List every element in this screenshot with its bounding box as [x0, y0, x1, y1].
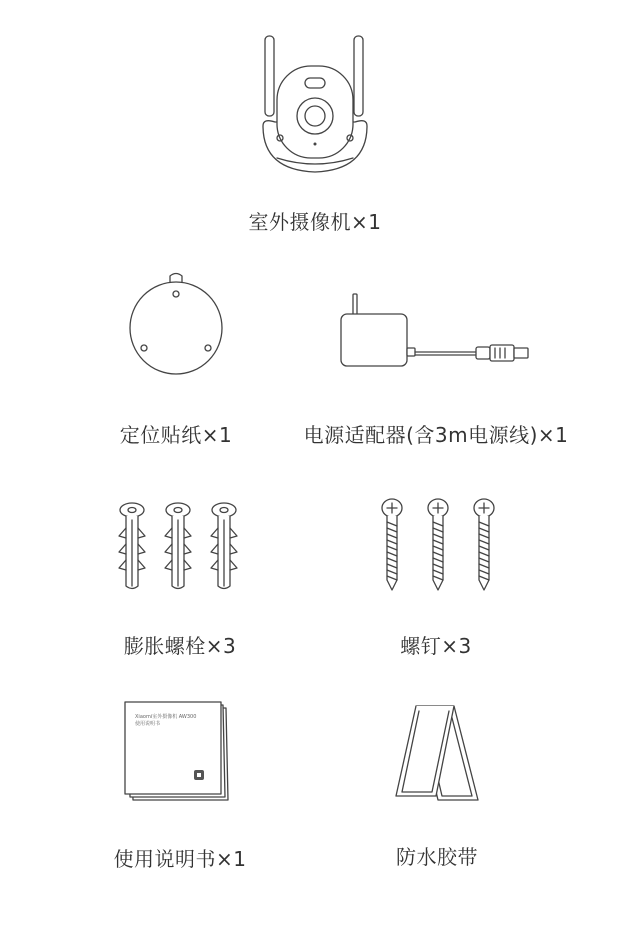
item-label-screws: 螺钉×3: [400, 634, 472, 658]
manual-cover-line2: 使用说明书: [135, 721, 161, 727]
manual-cover-line1: Xiaomi室外摄像机 AW300: [135, 714, 197, 720]
waterproof-tape-icon: [392, 700, 484, 806]
item-label-camera: 室外摄像机×1: [248, 210, 382, 234]
power-adapter-icon: [338, 290, 534, 370]
expansion-bolt-icon: [110, 498, 250, 592]
screw-icon: [372, 496, 506, 592]
item-label-sticker: 定位贴纸×1: [119, 423, 233, 447]
outdoor-camera-icon: [255, 30, 375, 180]
user-manual-icon: [122, 700, 234, 804]
item-label-tape: 防水胶带: [396, 845, 478, 869]
item-label-bolts: 膨胀螺栓×3: [123, 634, 237, 658]
item-label-manual: 使用说明书×1: [113, 847, 247, 871]
positioning-sticker-icon: [124, 272, 228, 380]
item-label-adapter: 电源适配器(含3m电源线)×1: [303, 423, 569, 447]
